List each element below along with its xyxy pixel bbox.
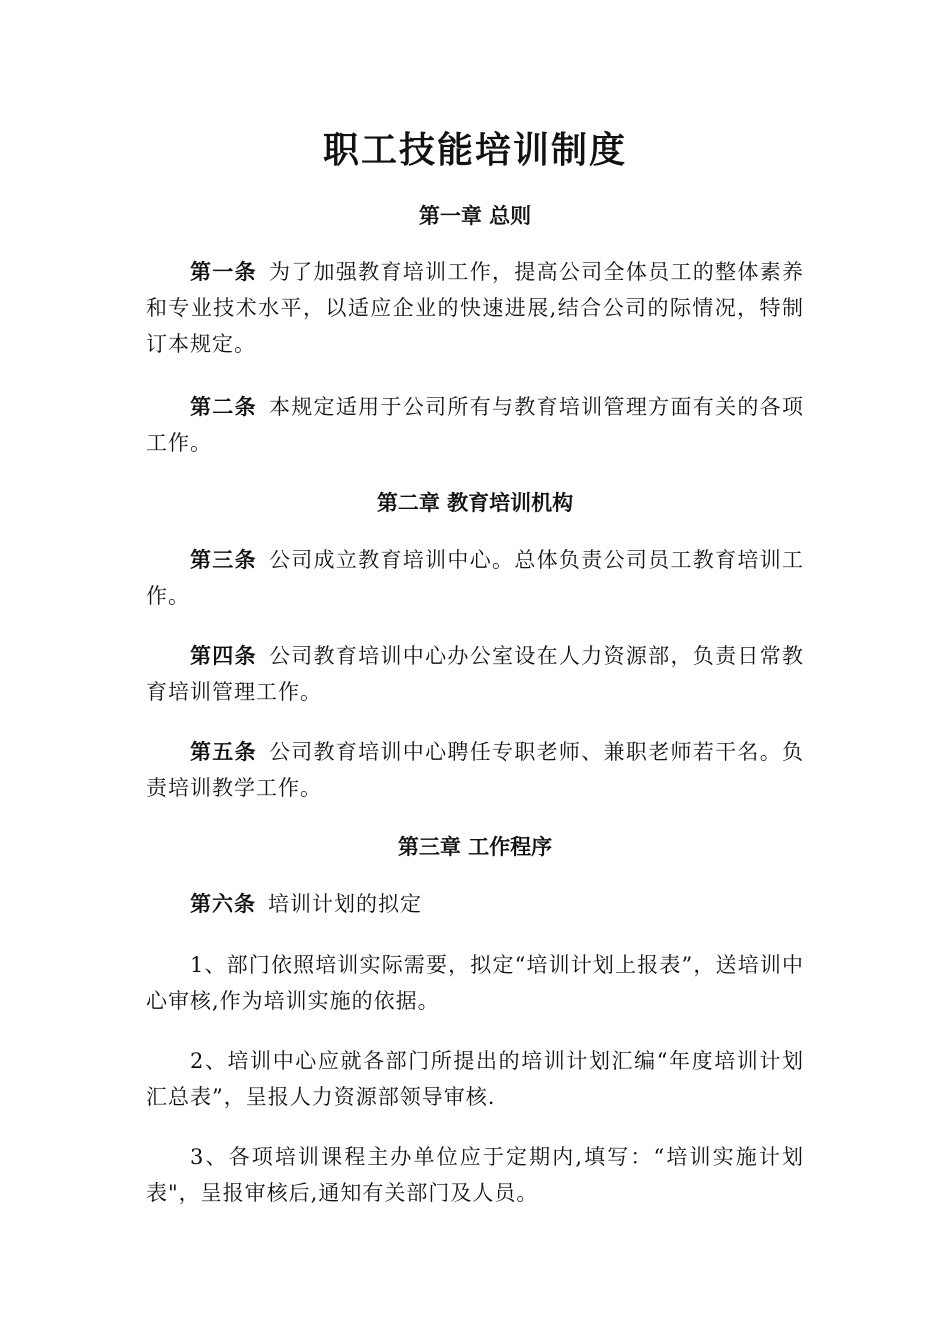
list-item: 2、培训中心应就各部门所提出的培训计划汇编“年度培训计划汇总表”，呈报人力资源部领导审核. <box>146 1049 804 1109</box>
article-number: 第五条 <box>190 739 257 764</box>
list-item: 1、部门依照培训实际需要，拟定“培训计划上报表”，送培训中心审核,作为培训实施的依据。 <box>146 953 804 1013</box>
document-title: 职工技能培训制度 <box>322 129 627 171</box>
article-text: 培训计划的拟定 <box>268 892 422 916</box>
article-2 <box>146 389 804 461</box>
article-text: 为了加强教育培训工作，提高公司全体员工的整体素养和专业技术水平，以适应企业的快速进展,结合公司的际情况，特制订本规定。 <box>146 260 805 356</box>
article-number: 第四条 <box>190 643 257 668</box>
article-text: 公司成立教育培训中心。总体负责公司员工教育培训工作。 <box>146 548 805 608</box>
article-number: 第三条 <box>190 547 257 572</box>
article-text: 公司教育培训中心聘任专职老师、兼职老师若干名。负责培训教学工作。 <box>146 740 805 800</box>
article-text: 公司教育培训中心办公室设在人力资源部，负责日常教育培训管理工作。 <box>146 644 805 704</box>
list-item: 3、各项培训课程主办单位应于定期内,填写：“培训实施计划表"，呈报审核后,通知有关部门及人员。 <box>146 1145 804 1205</box>
article-5 <box>146 734 804 806</box>
article-number: 第一条 <box>190 259 257 284</box>
article-number: 第二条 <box>190 394 257 419</box>
article-4 <box>146 638 804 710</box>
article-3 <box>146 542 804 614</box>
chapter-heading-1: 第一章 总则 <box>418 203 532 228</box>
article-6 <box>146 886 804 922</box>
article-1 <box>146 254 804 362</box>
chapter-heading-3: 第三章 工作程序 <box>397 834 553 859</box>
article-text: 本规定适用于公司所有与教育培训管理方面有关的各项工作。 <box>146 395 805 455</box>
article-number: 第六条 <box>190 891 256 916</box>
chapter-heading-2: 第二章 教育培训机构 <box>376 490 574 515</box>
